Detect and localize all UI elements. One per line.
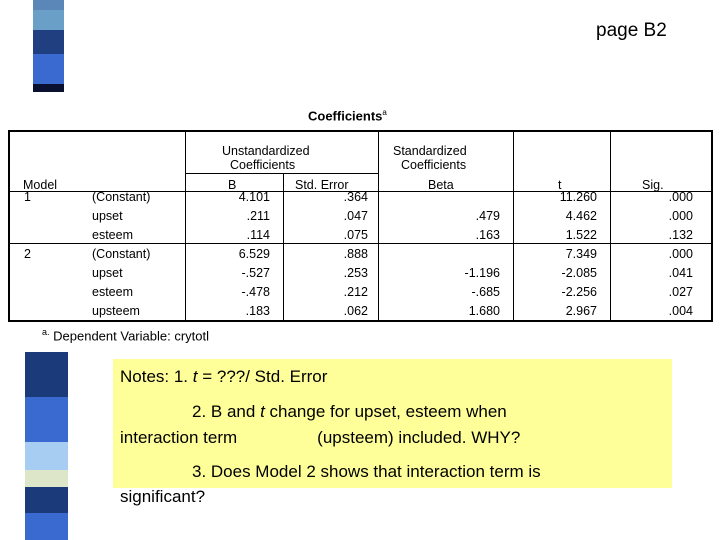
page-label: page B2 [596,20,667,41]
decorative-stripe-top [33,0,64,96]
col-model: Model [23,178,58,192]
note-2-continued: interaction term (upsteem) included. WHY? [120,428,521,447]
model-number-1: 1 [24,190,31,204]
note-3-continued: significant? [120,487,206,506]
decorative-stripe-bottom [25,352,68,540]
table-footnote: $^{a.}$ Dependent Variable: crytotl [42,327,209,344]
col-beta: Beta [428,178,454,192]
header-standardized: Standardized [393,144,467,158]
col-t: t [558,178,562,192]
header-unstandardized: Unstandardized [222,144,310,158]
header-standardized-sub: Coefficients [401,158,467,172]
table-title: Coefficients$^a$ [308,108,387,124]
coefficients-table: Coefficients$^a$ Unstandardized Coefficients Standardized Coefficients Model B Std. Error Beta t Sig. 1 2 (Constant) 4.101 .364 11.260 .000 upset .211 .047 .479 4.462 .000 esteem .114 .075 .163 1.522 .132 (Constant) 6.529 .888 7.349 .000 upset -.527 .253 -1.196 -2.085 .041 esteem -.478 .212 -.685 -2.256 .027 upsteem .183 .062 1.680 2.967 .004 $^{a.}$ Dependent Variable: crytotl [0,103,720,343]
notes-box [113,359,672,488]
col-std-error: Std. Error [295,178,349,192]
col-b: B [228,178,237,192]
model-number-2: 2 [24,247,31,261]
note-3: 3. Does Model 2 shows that interaction term is [192,462,541,481]
note-1: Notes: 1. t = ???/ Std. Error [120,367,328,386]
note-2: 2. B and t change for upset, esteem when [192,402,507,421]
header-unstandardized-sub: Coefficients [230,158,296,172]
col-sig: Sig. [642,178,664,192]
